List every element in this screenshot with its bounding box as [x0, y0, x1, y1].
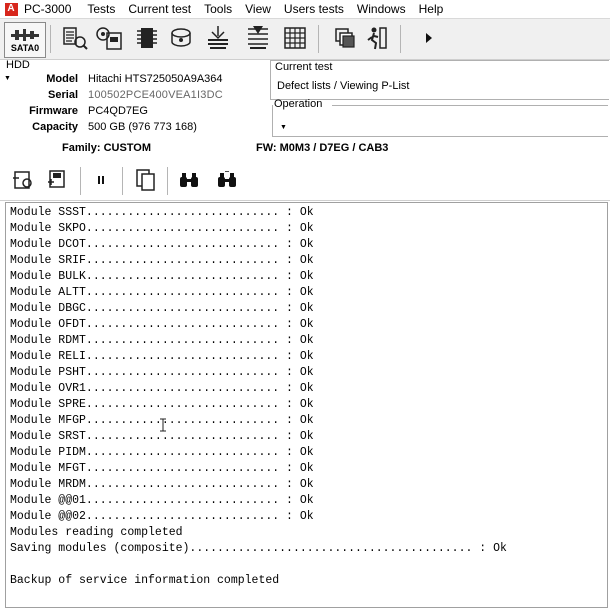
module-read-icon	[11, 168, 35, 192]
firmware-version-text: FW: M0M3 / D7EG / CAB3	[256, 142, 389, 154]
log-line: Module RELI............................ : Ok	[10, 350, 314, 363]
log-line: Module PIDM............................ : Ok	[10, 446, 314, 459]
binoculars-icon	[178, 171, 200, 189]
operation-frame-bottom	[272, 136, 608, 137]
sata-port-label: SATA0	[10, 42, 40, 53]
pause-icon	[95, 174, 107, 186]
serial-value: 100502PCE400VEA1I3DC	[88, 89, 223, 101]
menu-current-test[interactable]: Current test	[128, 2, 192, 16]
log-line: Module SPRE............................ : Ok	[10, 398, 314, 411]
module-save-icon	[44, 168, 70, 192]
menu-tools[interactable]: Tools	[204, 2, 233, 16]
log-line: Module @@01............................ : Ok	[10, 494, 314, 507]
log-line: Module BULK............................ : Ok	[10, 270, 314, 283]
log-line: Module SRIF............................ : Ok	[10, 254, 314, 267]
menu-windows[interactable]: Windows	[356, 2, 406, 16]
head-map-button[interactable]	[243, 23, 273, 53]
drive-settings-icon	[95, 25, 123, 51]
chip-button[interactable]	[132, 23, 162, 53]
hdd-group-title: HDD	[6, 59, 30, 71]
log-line: Module SSST............................ : Ok	[10, 206, 314, 219]
operation-frame-left	[272, 105, 273, 137]
app-logo-icon	[2, 0, 20, 18]
chip-icon	[136, 25, 158, 51]
family-bar	[0, 140, 610, 158]
log-line: Module RDMT............................ : Ok	[10, 334, 314, 347]
toolbar-separator	[80, 167, 81, 195]
current-test-title: Current test	[275, 61, 333, 73]
log-line: Module OVR1............................ : Ok	[10, 382, 314, 395]
operation-title: Operation	[274, 98, 323, 110]
current-test-group	[270, 60, 609, 100]
copy-button[interactable]	[131, 165, 161, 195]
menu-users-tests[interactable]: Users tests	[283, 2, 344, 16]
grid-button[interactable]	[280, 23, 310, 53]
find-next-button[interactable]	[212, 165, 242, 195]
drive-settings-button[interactable]	[94, 23, 124, 53]
log-output[interactable]	[5, 202, 608, 608]
toolbar-separator	[167, 167, 168, 195]
log-line: Module MFGT............................ : Ok	[10, 462, 314, 475]
serial-label: Serial	[48, 89, 78, 101]
hdd-id-icon	[62, 25, 88, 51]
log-line: Module SKPO............................ : Ok	[10, 222, 314, 235]
current-test-value: Defect lists / Viewing P-List	[277, 80, 410, 92]
toolbar-separator	[122, 167, 123, 195]
family-text: Family: CUSTOM	[62, 142, 152, 154]
toolbar-separator	[50, 25, 51, 53]
log-line: Module DCOT............................ : Ok	[10, 238, 314, 251]
runner-button[interactable]	[362, 23, 392, 53]
hdd-model-row	[0, 73, 268, 89]
grid-icon	[283, 26, 307, 50]
text-cursor-icon	[159, 418, 167, 432]
play-arrow-button[interactable]	[414, 23, 444, 53]
model-value: Hitachi HTS725050A9A364	[88, 73, 223, 85]
module-save-button[interactable]	[42, 165, 72, 195]
operation-dropdown-arrow-icon[interactable]: ▼	[280, 124, 287, 131]
log-line: Module MRDM............................ : Ok	[10, 478, 314, 491]
log-line: Backup of service information completed	[10, 574, 280, 587]
runner-icon	[365, 25, 389, 51]
log-line: Module DBGC............................ : Ok	[10, 302, 314, 315]
head-icon	[205, 24, 231, 52]
log-line: Module OFDT............................ : Ok	[10, 318, 314, 331]
toolbar-separator	[318, 25, 319, 53]
main-toolbar	[0, 18, 610, 60]
head-button[interactable]	[203, 23, 233, 53]
drive-cylinder-icon	[170, 26, 196, 50]
hdd-dropdown-arrow-icon[interactable]: ▼	[4, 75, 11, 82]
log-line: Module MFGP............................ : Ok	[10, 414, 314, 427]
copy-icon	[134, 167, 158, 193]
firmware-value: PC4QD7EG	[88, 105, 148, 117]
sata-connector-icon	[10, 28, 40, 42]
log-line: Module @@02............................ : Ok	[10, 510, 314, 523]
play-arrow-icon	[423, 31, 435, 45]
capacity-value: 500 GB (976 773 168)	[88, 121, 197, 133]
copy-windows-icon	[333, 26, 357, 50]
hdd-info-panel	[0, 59, 268, 139]
app-logo-glyph: A	[5, 3, 18, 16]
find-button[interactable]	[174, 165, 204, 195]
head-map-icon	[245, 24, 271, 52]
utility-toolbar	[0, 160, 610, 201]
operation-group	[270, 98, 610, 138]
hdd-firmware-row	[0, 105, 268, 121]
sata-port-button[interactable]	[4, 22, 46, 58]
toolbar-separator	[400, 25, 401, 53]
hdd-serial-row	[0, 89, 268, 105]
module-read-button[interactable]	[8, 165, 38, 195]
copy-windows-button[interactable]	[330, 23, 360, 53]
menu-tests[interactable]: Tests	[87, 2, 116, 16]
menu-view[interactable]: View	[245, 2, 271, 16]
drive-cylinder-button[interactable]	[168, 23, 198, 53]
binoculars-next-icon	[216, 171, 238, 189]
capacity-label: Capacity	[32, 121, 78, 133]
operation-divider	[332, 105, 608, 106]
log-line: Module SRST............................ : Ok	[10, 430, 314, 443]
log-line: Saving modules (composite)......................................... : Ok	[10, 542, 507, 555]
hdd-capacity-row	[0, 121, 268, 137]
log-line: Module ALTT............................ : Ok	[10, 286, 314, 299]
pause-button[interactable]	[86, 165, 116, 195]
firmware-label: Firmware	[29, 105, 78, 117]
model-label: Model	[46, 73, 78, 85]
hdd-id-button[interactable]	[60, 23, 90, 53]
log-line: Module PSHT............................ : Ok	[10, 366, 314, 379]
menu-help[interactable]: Help	[418, 2, 444, 16]
menu-app-name[interactable]: PC-3000	[24, 2, 72, 16]
log-line: Modules reading completed	[10, 526, 183, 539]
menu-bar	[0, 0, 610, 18]
